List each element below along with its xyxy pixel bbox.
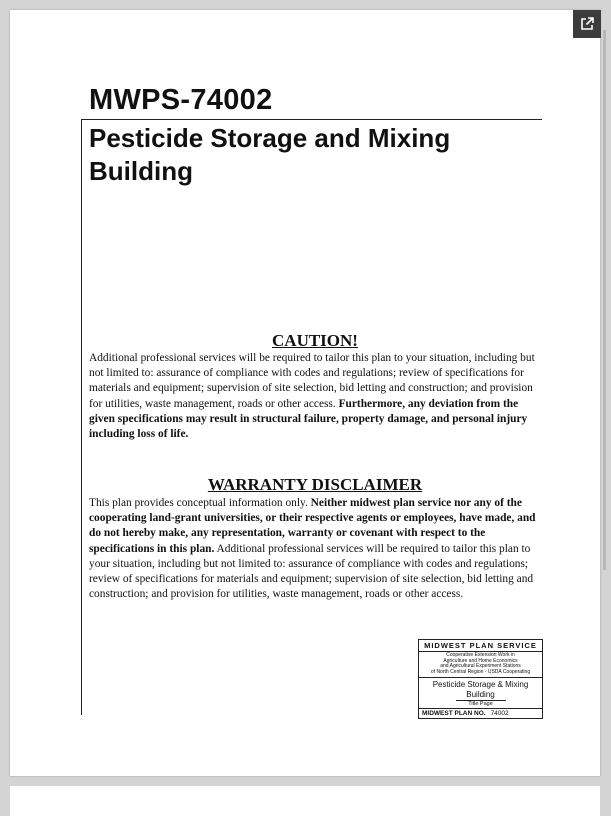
external-link-icon [579,16,595,32]
document-page [10,10,600,776]
warranty-text-intro: This plan provides conceptual information only. [89,497,311,509]
caution-text [89,351,543,442]
stamp-cooperating [419,652,542,678]
stamp-coop-line: Cooperative Extension Work in [446,652,515,658]
popout-button[interactable] [573,10,601,38]
next-page-preview [10,786,600,816]
stamp-title: MIDWEST PLAN SERVICE [419,640,542,652]
stamp-plan-no-value: 74002 [490,710,509,718]
page-title [89,122,549,188]
title-rule [81,119,542,120]
warranty-text [89,496,543,602]
warranty-heading: WARRANTY DISCLAIMER [207,475,423,494]
caution-heading: CAUTION! [272,331,358,350]
title-line-2: Building [89,156,193,186]
title-block-stamp [418,639,543,719]
warranty-text-bold: Neither midwest plan service nor any of the cooperating land-grant universities, or their respective agents or employees, have made, and do not hereby make, any representation, warranty or covenant with respect to the specifications in this plan. [89,497,536,555]
stamp-plan-no-label: MIDWEST PLAN NO. [422,710,486,718]
stamp-title-page: Title Page [456,700,506,708]
caution-text-bold: Furthermore, any deviation from the given specifications may result in structural failure, property damage, and personal injury including loss of life. [89,397,528,441]
stamp-coop-line: and Agricultural Experiment Stations [440,663,521,670]
stamp-coop-line: of North Central Region - USDA Cooperating [430,668,531,675]
scrollbar[interactable] [603,30,606,570]
margin-rule [81,119,82,715]
warranty-text-rest: Additional professional services will be required to tailor this plan to your situation, including but not limited to: assurance of compliance with codes and regulations; review of specifications for materials and equipment; supervision of site selection, bid letting and construction; and provision for utilities, waste management, roads or other access. [89,542,534,601]
stamp-coop-line: Agriculture and Home Economics [443,657,518,664]
caution-text-normal: Additional professional services will be required to tailor this plan to your situation, including but not limited to: assurance of compliance with codes and regulations; review of specifications for materials and equipment; supervision of site selection, bid letting and construction; and provision for utilities, waste management, roads or other access. [89,352,535,410]
document-code: MWPS-74002 [89,84,273,116]
stamp-plan-number [419,708,542,718]
stamp-plan-name: Pesticide Storage & Mixing Building [432,680,529,699]
title-line-1: Pesticide Storage and Mixing [89,123,451,153]
